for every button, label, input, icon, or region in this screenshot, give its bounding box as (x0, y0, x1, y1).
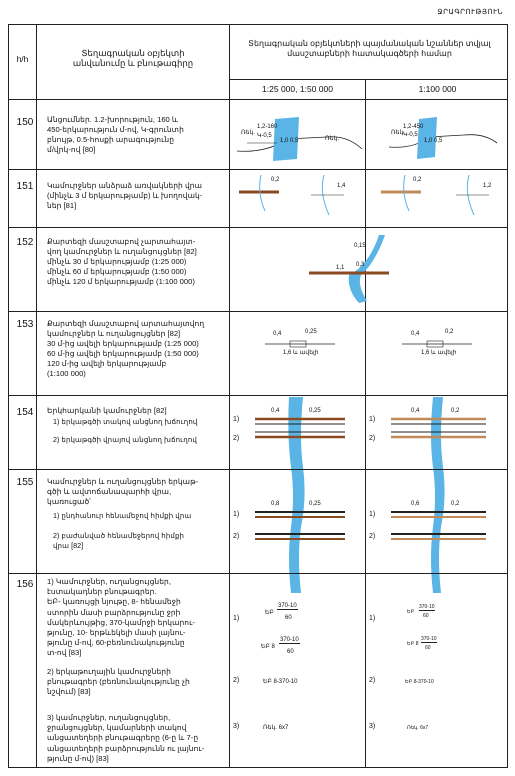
row-subitem: 1) երկաթգծի տակով անցնող խճուղով (53, 417, 198, 426)
row-number: 150 (16, 117, 34, 128)
item-marker: 1) (369, 416, 376, 423)
row-subitem: 1) Կամուրջներ, ուղանցույցներ, էստակադներ բնութագրեր. ԵԲ- կառույցի նյութը, 8- հենամեջի ստորին մասի բարձրությունը ջրի մակերևույթից, 370-կամրջի երկարու- թյունը, 10- երթևեկելի մասի լայնու- թյունը մ-ով, 60-բեռնունակությունը տ-ով [83] (47, 577, 195, 658)
section-title: ՋՐԱԳՐՈՒԹՅՈՒՆ (437, 9, 503, 16)
legend-table (8, 24, 508, 768)
col-divider (36, 25, 37, 767)
row-subitem: 3) կամուրջներ, ուղանցույցներ, ջրանցույցներ, կամարների տակով անցատեղերի բնութագրերը (6-ը և 7-ը անցատեղերի բարձրությունն ու լայնու- թյունը մ-ով) [83] (47, 713, 205, 763)
ford-label: Ռեկ. (241, 130, 256, 136)
dimension-label: 0,4 (411, 408, 420, 414)
row-subitem: 2) բաժանված հենամեջերով հիմքի վրա [82] (53, 531, 185, 550)
row-description: Քարտեզի մասշտաբով չարտահայտ- վող կամուրջներ և ուղանցույցներ [82] մինչև 30 մ երկարությամբ (1:25 000) մինչև 60 մ երկարությամբ (1:50 000) մինչև 120 մ երկարությամբ (1:100 000) (47, 237, 197, 286)
dimension-label: 0,8 (271, 501, 280, 507)
dimension-label: 0,4 (271, 408, 280, 414)
dimension-label: 0,15 (354, 243, 366, 249)
dimension-label: 0,25 (309, 501, 321, 507)
dimension-label: 0,2 (451, 501, 460, 507)
header-num: h/h (16, 54, 29, 64)
item-marker: 2) (233, 533, 240, 540)
bridge-char-label: 60 (285, 615, 292, 621)
double-deck-bridge-b (391, 417, 486, 441)
row-number: 154 (16, 407, 34, 418)
item-marker: 1) (369, 511, 376, 518)
header-symbols: Տեղագրական օբյեկտների պայմանական նշաններ տվյալ մասշտաբների հատակագծերի համար (248, 39, 491, 58)
row-description: Կամուրջներ անձրաձ առվակների վրա (մինչև 3 մ երկարությամբ) և խողովակ- ներ [81] (47, 181, 203, 210)
item-marker: 2) (369, 435, 376, 442)
item-marker: 2) (369, 677, 376, 684)
rail-bridge-label: ԵԲ 8-370-10 (263, 679, 298, 685)
row-description: Քարտեզի մասշտաբով արտահայտվող կամուրջներ և ուղանցույցներ [82] 30 մ-ից ավելի երկարությամբ (1:25 000) 60 մ-ից ավելի երկարությամբ (1:50 000) 120 մ-ից ավելի երկարությամբ (1:100 000) (47, 319, 205, 378)
item-marker: 2) (233, 435, 240, 442)
bridge-char-label: 370-10 (421, 636, 437, 642)
double-deck-bridge-a (255, 417, 345, 441)
ford-label: 1,0 0,5 (424, 138, 443, 144)
row-divider (9, 395, 507, 396)
row-subitem: 1) ընդհանուր հենամեջով հիմքի վրա (53, 511, 192, 520)
dimension-label: 0,4 (273, 331, 282, 337)
item-marker: 3) (369, 723, 376, 730)
item-marker: 1) (369, 615, 376, 622)
col-divider (365, 79, 366, 767)
ford-label: Ռեկ. (325, 136, 340, 142)
dimension-label: 0,2 (445, 329, 454, 335)
bridge-char-label: ԵԲ 8 (407, 641, 419, 647)
dimension-label: 0,6 (411, 501, 420, 507)
bridge-char-label: 370-10 (278, 603, 297, 609)
row-divider (229, 79, 507, 80)
item-marker: 2) (369, 533, 376, 540)
item-marker: 1) (233, 615, 240, 622)
item-marker: 1) (233, 416, 240, 423)
row-number: 155 (16, 477, 34, 488)
row-number: 156 (16, 579, 34, 590)
row-divider (9, 469, 507, 470)
bridge-char-label: ԵԲ 8 (261, 644, 275, 650)
row-number: 152 (16, 237, 34, 248)
row-subitem: 2) երկաթուղային կամուրջների բնութագրեր (բեռնունակությունը չի նշվում) [83] (47, 667, 190, 697)
row-description: Կամուրջներ և ուղանցույցներ երկաթ- գծի և ավտոճանապարհի վրա, կառուցած՝ (47, 477, 199, 506)
bridge-char-label: ԵԲ (265, 610, 274, 616)
ford-label: Կ-0,5 (403, 132, 418, 138)
dimension-label: 0,2 (413, 177, 422, 183)
row-subitem: 2) երկաթգծի վրայով անցնող խճուղով (53, 435, 197, 444)
item-marker: 1) (233, 511, 240, 518)
dimension-label: 1,1 (336, 265, 345, 271)
dimension-label: 1,2 (483, 183, 492, 189)
row-description: Անցումներ. 1.2-խորություն, 160 և 450-երկարություն մ-ով, Կ-գրունտի բնույթ, 0.5-հոսքի արագությունը մ/վրկ-ով [80] (47, 115, 184, 154)
rail-road-bridge-a (255, 509, 345, 541)
bridge-char-label: 60 (423, 613, 429, 619)
dimension-label: 0,4 (411, 331, 420, 337)
dimension-label: 0,2 (271, 177, 280, 183)
row-number: 151 (16, 181, 34, 192)
row-divider (9, 311, 507, 312)
bridge-char-label: 60 (287, 649, 294, 655)
row-divider (9, 227, 507, 228)
dimension-label: 0,25 (305, 329, 317, 335)
dimension-label: 0,2 (451, 408, 460, 414)
row-divider (9, 573, 507, 574)
row-number: 153 (16, 319, 34, 330)
header-name: Տեղագրական օբյեկտի անվանումը և բնութագիրը (72, 48, 194, 68)
bridge-char-label: 370-10 (419, 604, 435, 610)
ford-label: 1,2-160 (257, 124, 278, 130)
bridge-char-label: 370-10 (280, 637, 299, 643)
arch-label: Ռեկ. 6x7 (407, 725, 429, 731)
dimension-label: 0,25 (309, 408, 321, 414)
arch-label: Ռեկ. 6x7 (263, 725, 289, 731)
row-divider (9, 169, 507, 170)
rail-bridge-label: ԵԲ 8-370-10 (405, 679, 434, 685)
ford-label: 1,0 0,5 (280, 138, 299, 144)
row-description: Երկհարկանի կամուրջներ [82] (47, 406, 167, 415)
col-divider (229, 25, 230, 767)
ford-label: Ռեկ. (391, 130, 406, 136)
dimension-label: 1,6 և ավելի (283, 350, 319, 356)
header-scale-a: 1:25 000, 1:50 000 (262, 84, 333, 94)
bridge-char-label: ԵԲ (407, 609, 415, 615)
item-marker: 3) (233, 723, 240, 730)
header-scale-b: 1:100 000 (418, 84, 457, 94)
ford-label: Կ-0,5 (257, 133, 272, 139)
item-marker: 2) (233, 677, 240, 684)
dimension-label: 1,4 (337, 183, 346, 189)
dimension-label: 0,3 (356, 262, 365, 268)
dimension-label: 1,6 և ավելի (421, 350, 457, 356)
ford-label: 1,2-450 (403, 124, 424, 130)
bridge-char-label: 60 (425, 645, 431, 651)
rail-road-bridge-b (391, 509, 486, 541)
row-divider (9, 99, 507, 100)
